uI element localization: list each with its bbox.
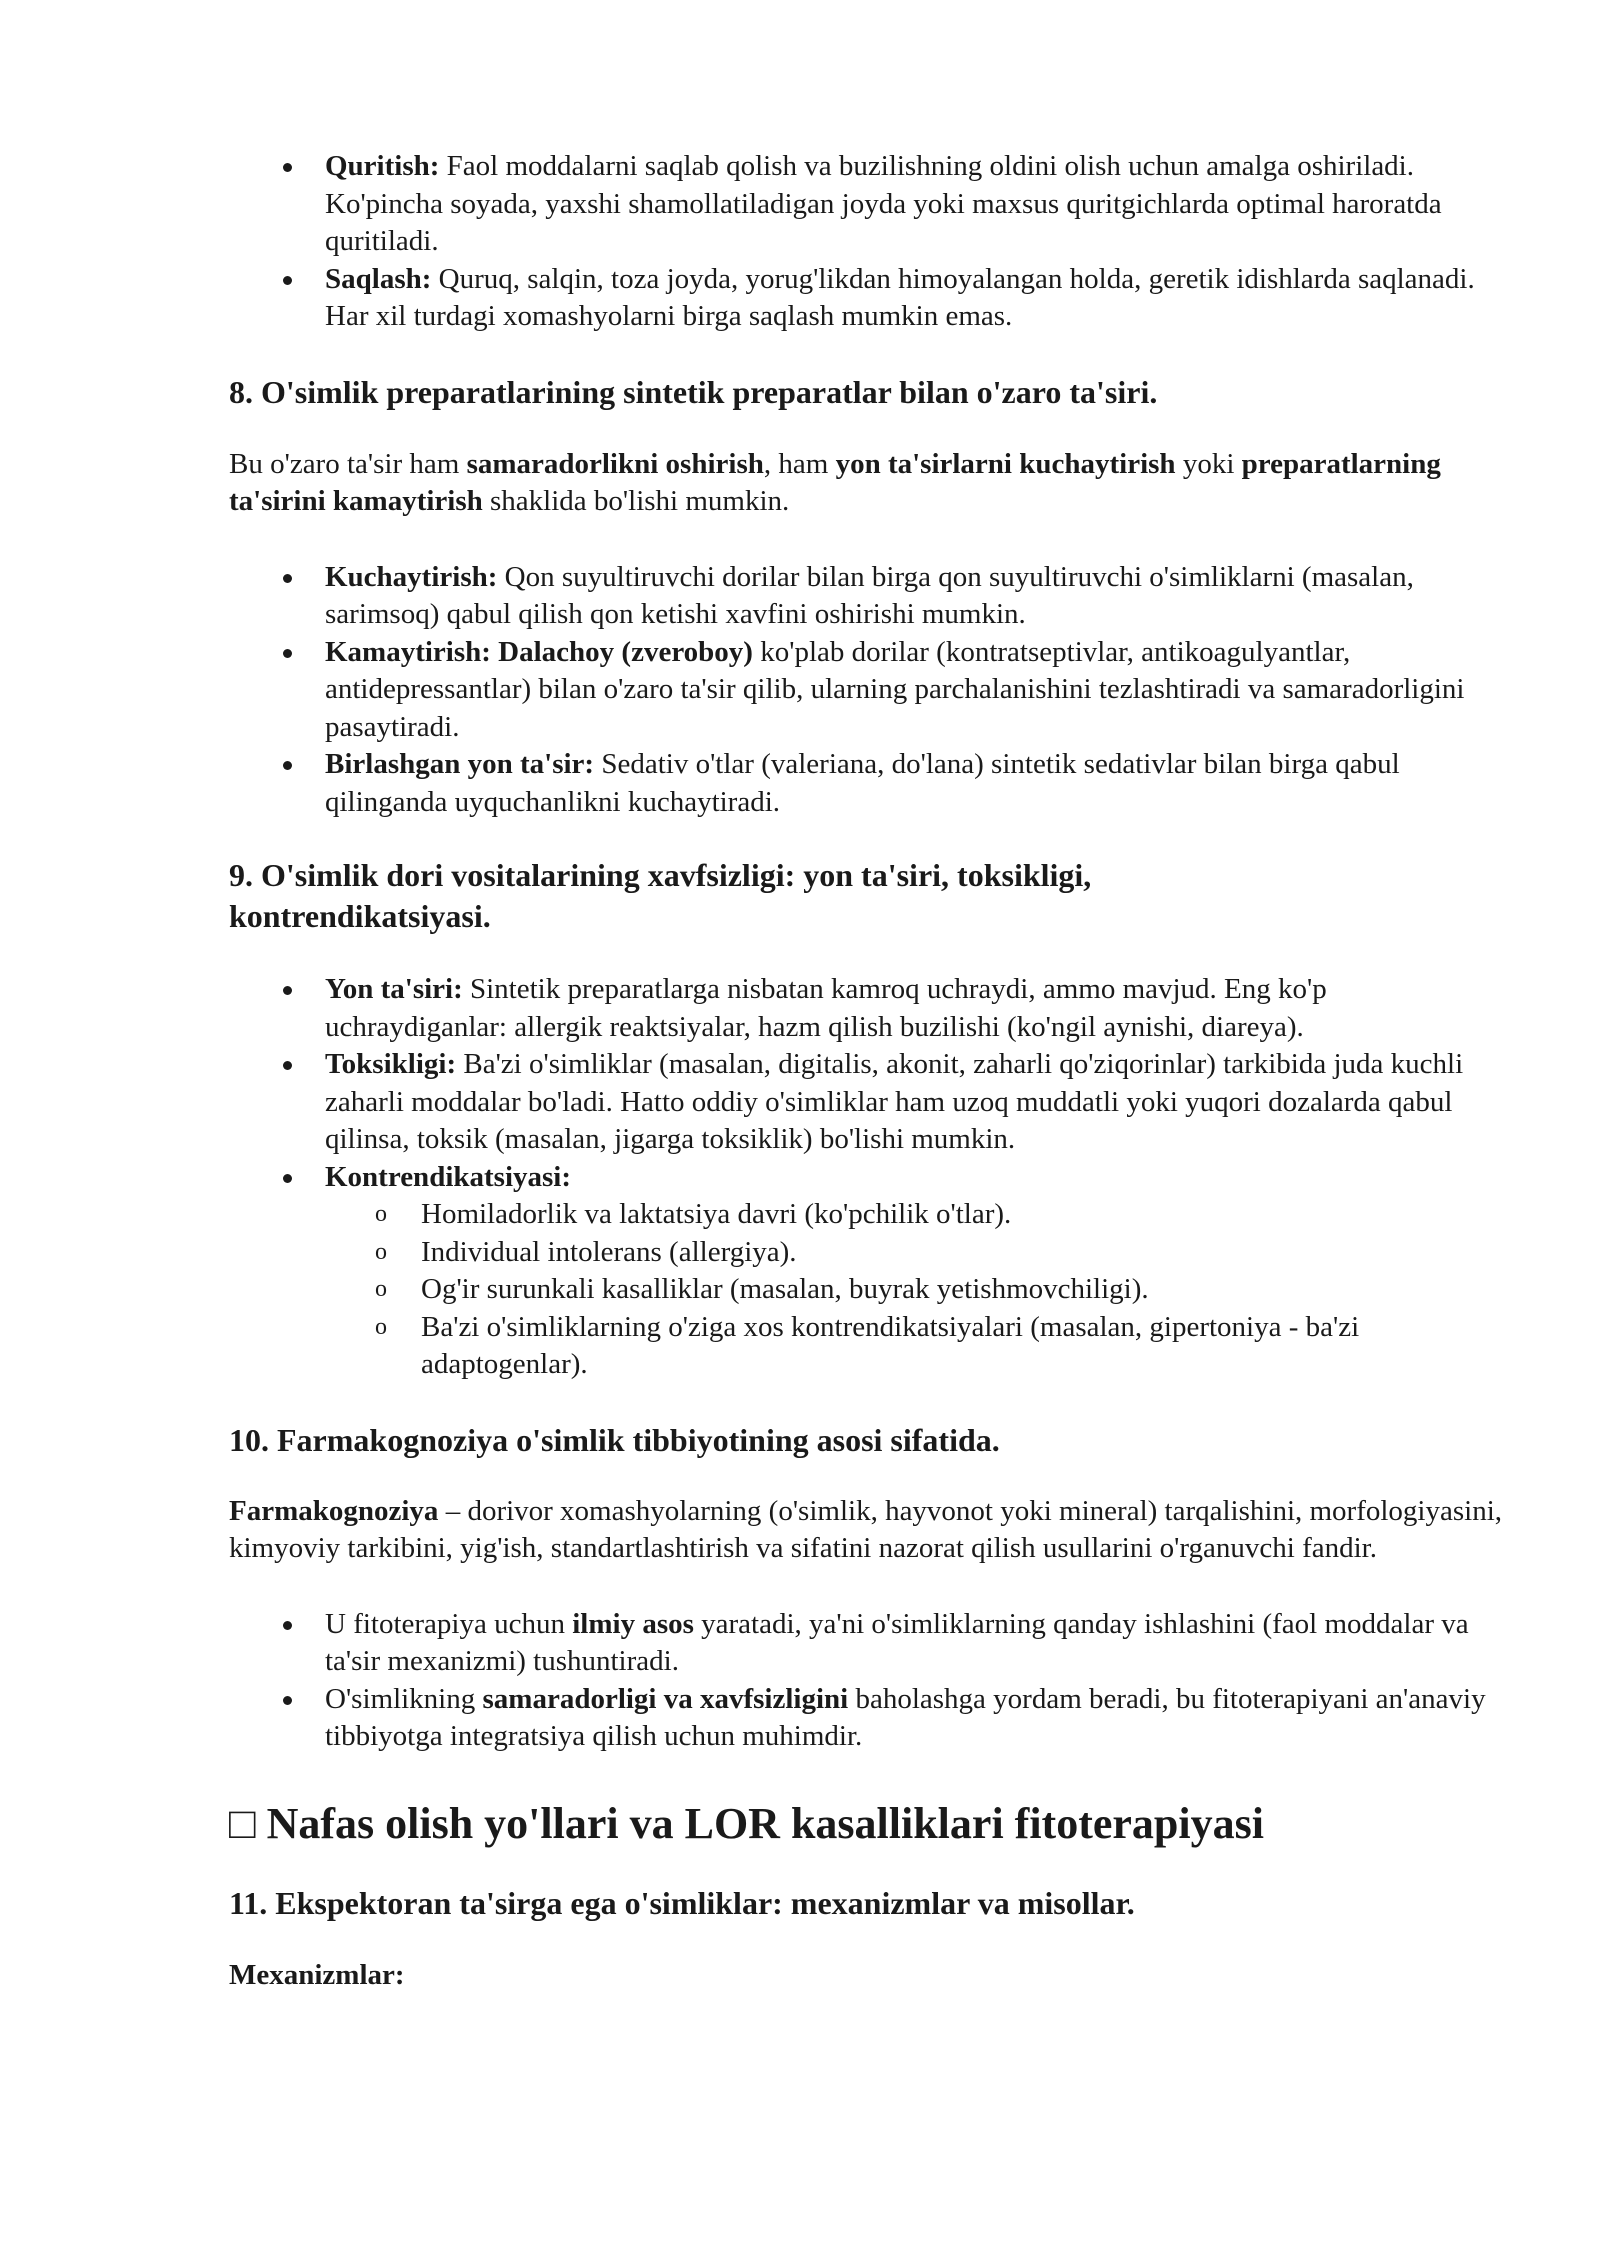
mechanisms-label: Mexanizmlar: [229, 1958, 405, 1991]
document-page [229, 148, 1509, 1994]
section-9-list [229, 971, 1509, 1384]
storage-list [229, 148, 1509, 336]
list-item-yon-tasiri: Yon ta'siri: Sintetik preparatlarga nisbatan kamroq uchraydi, ammo mavjud. Eng ko'p uchraydiganlar: allergik reaktsiyalar, hazm qilish buzilishi (ko'ngil aynishi, diareya). [229, 971, 1509, 1046]
list-item-kontrendikatsiyasi: Kontrendikatsiyasi: o Homiladorlik va laktatsiya davri (ko'pchilik o'tlar). o Individual intolerans (allergiya). o Og'ir surunkali kasalliklar (masalan, buyrak yetishmovchiligi). o Ba'zi o'simliklarning o'ziga xos kontrendikatsiyalari (masalan, gipertoniya - ba'zi adaptogenlar). [229, 1159, 1509, 1384]
sublist-item: o Og'ir surunkali kasalliklar (masalan, buyrak yetishmovchiligi). [229, 1271, 1509, 1309]
section-10-heading: 10. Farmakognoziya o'simlik tibbiyotining asosi sifatida. [229, 1421, 1000, 1458]
list-item-birlashgan: Birlashgan yon ta'sir: Sedativ o'tlar (valeriana, do'lana) sintetik sedativlar bilan birga qabul qilinganda uyquchanlikni kuchaytiradi. [229, 746, 1509, 821]
chapter-heading: □ Nafas olish yo'llari va LOR kasalliklari fitoterapiyasi [229, 1798, 1264, 1848]
contraindications-sublist [229, 1196, 1509, 1384]
sublist-item: o Individual intolerans (allergiya). [229, 1234, 1509, 1272]
list-item-toksikligi: Toksikligi: Ba'zi o'simliklar (masalan, digitalis, akonit, zaharli qo'ziqorinlar) tarkibida juda kuchli zaharli moddalar bo'ladi. Hatto oddiy o'simliklar ham uzoq muddatli yoki yuqori dozalarda qabul qilinsa, toksik (masalan, jigarga toksiklik) bo'lishi mumkin. [229, 1046, 1509, 1159]
box-icon: □ [229, 1798, 256, 1848]
list-item-saqlash: Saqlash: Quruq, salqin, toza joyda, yorug'likdan himoyalangan holda, geretik idishlarda saqlanadi. Har xil turdagi xomashyolarni birga saqlash mumkin emas. [229, 261, 1509, 336]
section-10-definition: Farmakognoziya – dorivor xomashyolarning (o'simlik, hayvonot yoki mineral) tarqalishini, morfologiyasini, kimyoviy tarkibini, yig'ish, standartlashtirish va sifatini nazorat qilish usullarini o'rganuvchi fandir. [229, 1494, 1503, 1564]
list-item-quritish: Quritish: Faol moddalarni saqlab qolish va buzilishning oldini olish uchun amalga oshiriladi. Ko'pincha soyada, yaxshi shamollatiladigan joyda yoki maxsus quritgichlarda optimal haroratda quritiladi. [229, 148, 1509, 261]
section-11-heading: 11. Ekspektoran ta'sirga ega o'simliklar: mexanizmlar va misollar. [229, 1884, 1135, 1921]
section-10-list [229, 1606, 1509, 1756]
list-item-kamaytirish: Kamaytirish: Dalachoy (zveroboy) ko'plab dorilar (kontratseptivlar, antikoagulyantlar, antidepressantlar) bilan o'zaro ta'sir qilib, ularning parchalanishini tezlashtiradi va samaradorligini pasaytiradi. [229, 634, 1509, 747]
section-8-list [229, 559, 1509, 822]
list-item-samaradorligi: O'simlikning samaradorligi va xavfsizligini baholashga yordam beradi, bu fitoterapiyani an'anaviy tibbiyotga integratsiya qilish uchun muhimdir. [229, 1681, 1509, 1756]
sublist-item: o Homiladorlik va laktatsiya davri (ko'pchilik o'tlar). [229, 1196, 1509, 1234]
sublist-item: o Ba'zi o'simliklarning o'ziga xos kontrendikatsiyalari (masalan, gipertoniya - ba'zi adaptogenlar). [229, 1309, 1509, 1384]
section-8-intro: Bu o'zaro ta'sir ham samaradorlikni oshirish, ham yon ta'sirlarni kuchaytirish yoki preparatlarning ta'sirini kamaytirish shaklida bo'lishi mumkin. [229, 447, 1441, 517]
list-item-ilmiy-asos: U fitoterapiya uchun ilmiy asos yaratadi, ya'ni o'simliklarning qanday ishlashini (faol moddalar va ta'sir mexanizmi) tushuntiradi. [229, 1606, 1509, 1681]
list-item-kuchaytirish: Kuchaytirish: Qon suyultiruvchi dorilar bilan birga qon suyultiruvchi o'simliklarni (masalan, sarimsoq) qabul qilish qon ketishi xavfini oshirishi mumkin. [229, 559, 1509, 634]
section-9-heading: 9. O'simlik dori vositalarining xavfsizligi: yon ta'siri, toksikligi, kontrendikatsiyasi. [229, 857, 1092, 934]
section-8-heading: 8. O'simlik preparatlarining sintetik preparatlar bilan o'zaro ta'siri. [229, 373, 1158, 410]
